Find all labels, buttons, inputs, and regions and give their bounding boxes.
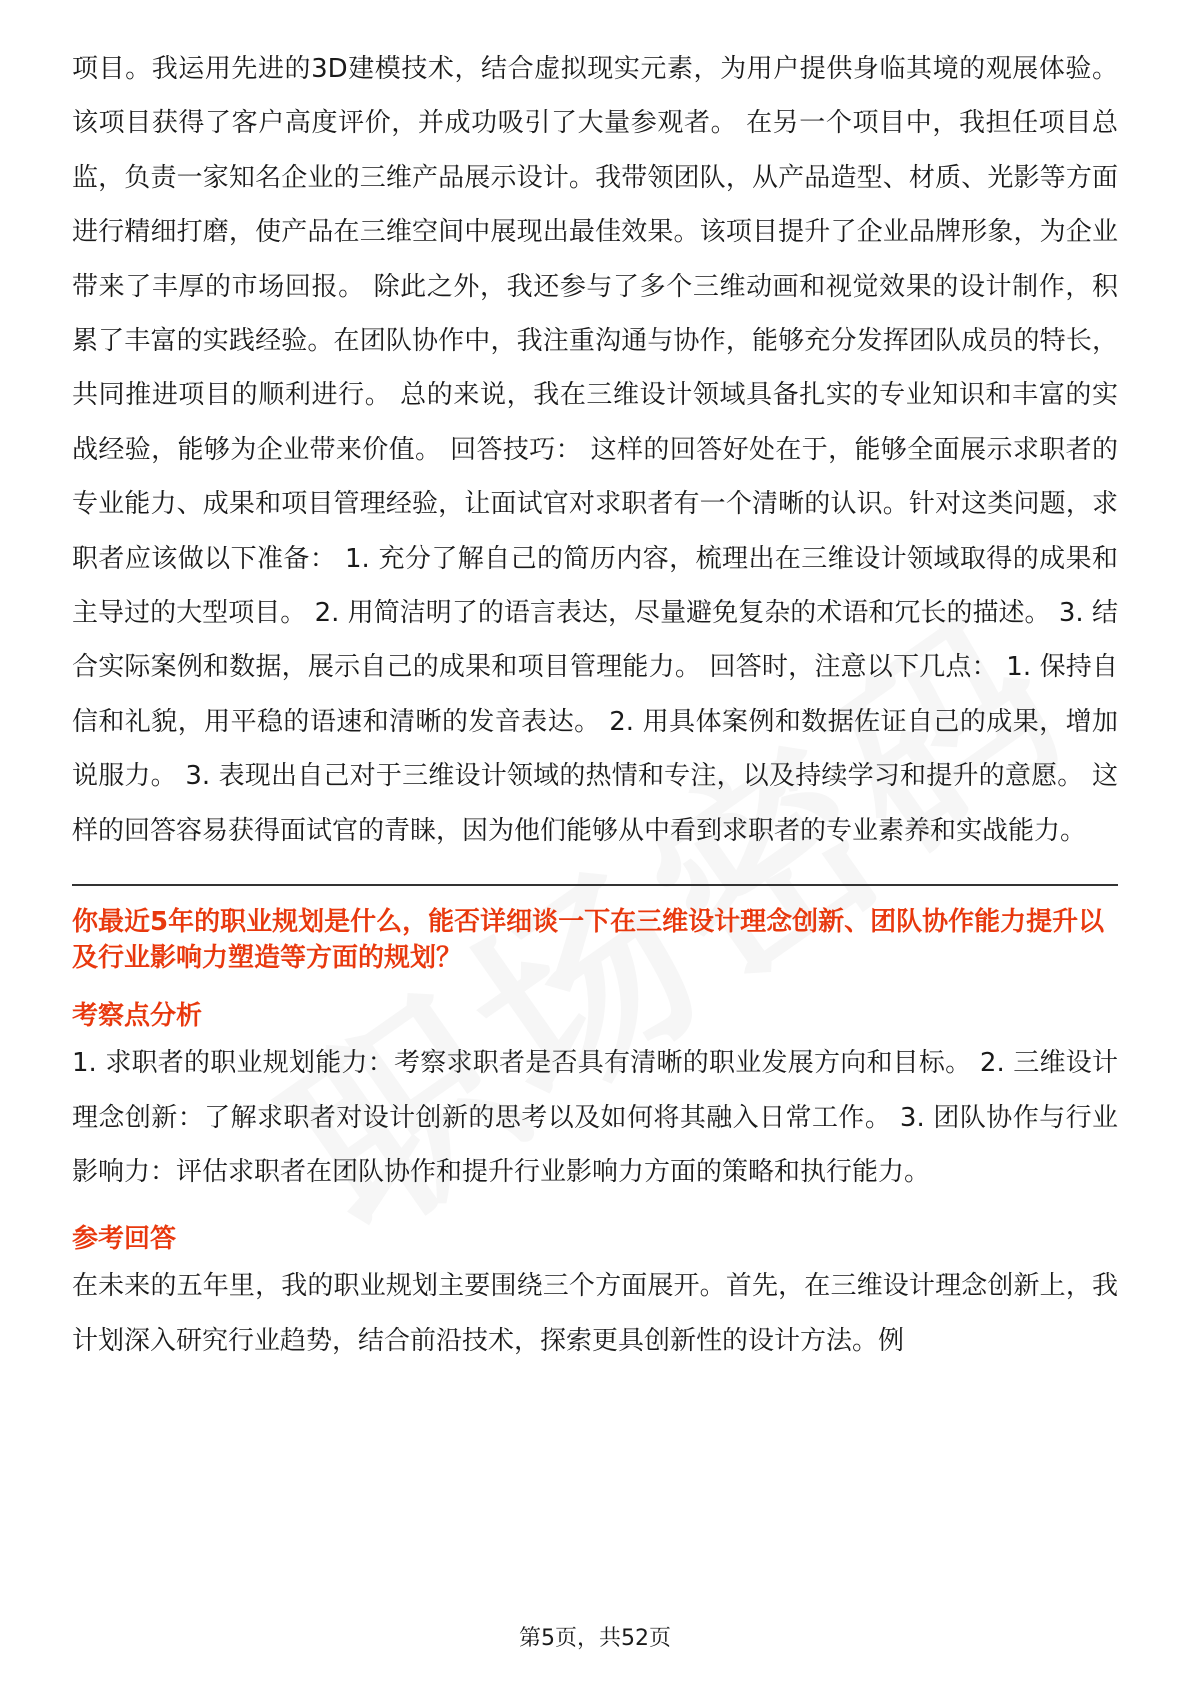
- section-divider: [72, 884, 1118, 886]
- reference-answer-body: 在未来的五年里，我的职业规划主要围绕三个方面展开。首先，在三维设计理念创新上，我计划深入研究行业趋势，结合前沿技术，探索更具创新性的设计方法。例: [72, 1271, 1118, 1356]
- document-body: [72, 42, 1118, 1368]
- analysis-body: 1. 求职者的职业规划能力：考察求职者是否具有清晰的职业发展方向和目标。 2. 三维设计理念创新：了解求职者对设计创新的思考以及如何将其融入日常工作。 3. 团队协作与行业影响力：评估求职者在团队协作和提升行业影响力方面的策略和执行能力。: [72, 1048, 1118, 1187]
- intro-paragraph: 项目。我运用先进的3D建模技术，结合虚拟现实元素，为用户提供身临其境的观展体验。该项目获得了客户高度评价，并成功吸引了大量参观者。 在另一个项目中，我担任项目总监，负责一家知名企业的三维产品展示设计。我带领团队，从产品造型、材质、光影等方面进行精细打磨，使产品在三维空间中展现出最佳效果。该项目提升了企业品牌形象，为企业带来了丰厚的市场回报。 除此之外，我还参与了多个三维动画和视觉效果的设计制作，积累了丰富的实践经验。在团队协作中，我注重沟通与协作，能够充分发挥团队成员的特长，共同推进项目的顺利进行。 总的来说，我在三维设计领域具备扎实的专业知识和丰富的实战经验，能够为企业带来价值。 回答技巧： 这样的回答好处在于，能够全面展示求职者的专业能力、成果和项目管理经验，让面试官对求职者有一个清晰的认识。针对这类问题，求职者应该做以下准备： 1. 充分了解自己的简历内容，梳理出在三维设计领域取得的成果和主导过的大型项目。 2. 用简洁明了的语言表达，尽量避免复杂的术语和冗长的描述。 3. 结合实际案例和数据，展示自己的成果和项目管理能力。 回答时，注意以下几点： 1. 保持自信和礼貌，用平稳的语速和清晰的发音表达。 2. 用具体案例和数据佐证自己的成果，增加说服力。 3. 表现出自己对于三维设计领域的热情和专注，以及持续学习和提升的意愿。 这样的回答容易获得面试官的青睐，因为他们能够从中看到求职者的专业素养和实战能力。: [72, 54, 1118, 846]
- reference-answer-heading: 参考回答: [72, 1224, 177, 1255]
- question-title: 你最近5年的职业规划是什么，能否详细谈一下在三维设计理念创新、团队协作能力提升以及行业影响力塑造等方面的规划？: [72, 907, 1105, 974]
- page-number: 第5页，共52页: [519, 1626, 671, 1651]
- analysis-heading: 考察点分析: [72, 1001, 203, 1032]
